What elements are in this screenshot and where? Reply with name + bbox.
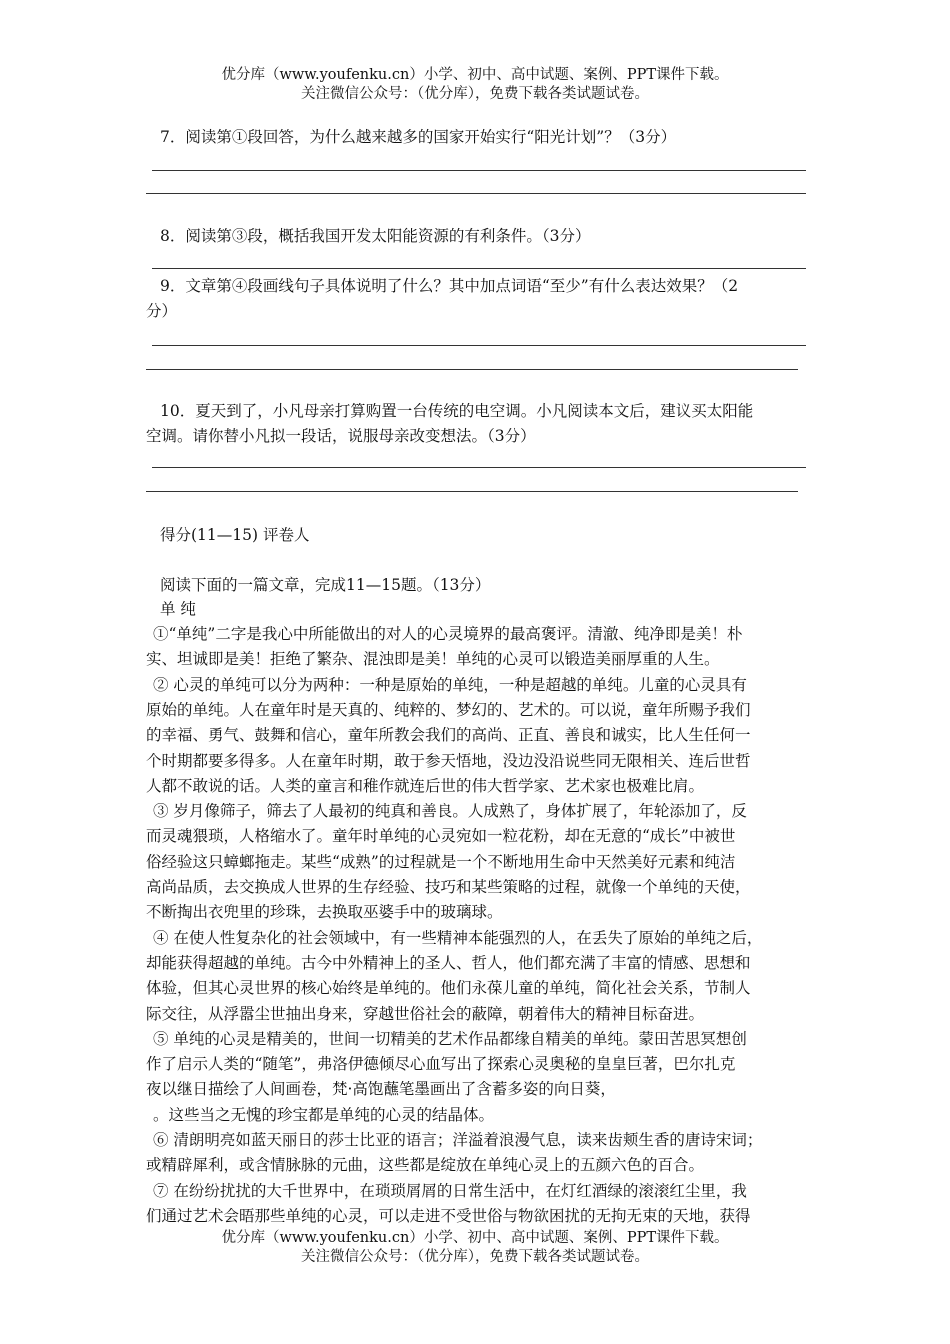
question-9: 9．文章第④段画线句子具体说明了什么？其中加点词语“至少”有什么表达效果？（2 (160, 277, 739, 295)
page-footer (0, 1229, 950, 1267)
answer-line (152, 345, 806, 346)
article-line: 夜以继日描绘了人间画卷，梵·高饱蘸笔墨画出了含蓄多姿的向日葵， (146, 1080, 616, 1099)
answer-line (152, 170, 806, 171)
article-line: 体验，但其心灵世界的核心始终是单纯的。他们永葆儿童的单纯，简化社会关系，节制人 (146, 979, 751, 998)
answer-line (146, 369, 798, 370)
answer-line (146, 193, 806, 194)
article-line: ② 心灵的单纯可以分为两种：一种是原始的单纯，一种是超越的单纯。儿童的心灵具有 (153, 675, 747, 694)
question-9-cont: 分） (146, 302, 178, 320)
article-line: 人都不敢说的话。人类的童言和稚作就连后世的伟大哲学家、艺术家也极难比肩。 (146, 776, 705, 795)
article-line: 。这些当之无愧的珍宝都是单纯的心灵的结晶体。 (153, 1105, 495, 1124)
article-line: ⑥ 清朗明亮如蓝天丽日的莎士比亚的语言；洋溢着浪漫气息，读来齿颊生香的唐诗宋词； (153, 1131, 763, 1149)
article-line: 们通过艺术会晤那些单纯的心灵，可以走进不受世俗与物欲困扰的无拘无束的天地，获得 (146, 1206, 751, 1225)
answer-line (152, 467, 806, 468)
article-line: 或精辟犀利，或含情脉脉的元曲，这些都是绽放在单纯心灵上的五颜六色的百合。 (146, 1156, 705, 1175)
article-line: 个时期都要多得多。人在童年时期，敢于参天悟地，没边没沿说些同无限相关、连后世哲 (146, 751, 751, 770)
article-line: ③ 岁月像筛子，筛去了人最初的纯真和善良。人成熟了，身体扩展了，年轮添加了，反 (153, 802, 747, 821)
footer-line-1: 优分库（www.youfenku.cn）小学、初中、高中试题、案例、PPT课件下载。 (221, 1230, 729, 1246)
article-line: ⑦ 在纷纷扰扰的大千世界中，在琐琐屑屑的日常生活中，在灯红酒绿的滚滚红尘里，我 (153, 1181, 747, 1200)
article-line: 却能获得超越的单纯。古今中外精神上的圣人、哲人，他们都充满了丰富的情感、思想和 (146, 953, 751, 972)
footer-line-2: 关注微信公众号：（优分库），免费下载各类试题试卷。 (301, 1249, 649, 1265)
reading-instruction: 阅读下面的一篇文章，完成11—15题。（13分） (160, 576, 491, 594)
question-10-cont: 空调。请你替小凡拟一段话，说服母亲改变想法。（3分） (146, 427, 536, 445)
article-line: ④ 在使人性复杂化的社会领域中，有一些精神本能强烈的人，在丢失了原始的单纯之后， (153, 928, 763, 947)
article-line: 实、坦诚即是美！拒绝了繁杂、混浊即是美！单纯的心灵可以锻造美丽厚重的人生。 (146, 650, 720, 669)
answer-line (146, 491, 798, 492)
article-line: 的幸福、勇气、鼓舞和信心，童年所教会我们的高尚、正直、善良和诚实，比人生任何一 (146, 726, 751, 745)
article-title: 单 纯 (160, 600, 196, 618)
article-line: 作了启示人类的“随笔”，弗洛伊德倾尽心血写出了探索心灵奥秘的皇皇巨著，巴尔扎克 (146, 1055, 736, 1074)
question-8: 8．阅读第③段，概括我国开发太阳能资源的有利条件。（3分） (160, 227, 591, 245)
article-line: 高尚品质，去交换成人世界的生存经验、技巧和某些策略的过程，就像一个单纯的天使， (146, 878, 751, 896)
question-10: 10．夏天到了，小凡母亲打算购置一台传统的电空调。小凡阅读本文后，建议买太阳能 (160, 402, 754, 420)
article-line: ⑤ 单纯的心灵是精美的，世间一切精美的艺术作品都缘自精美的单纯。蒙田苦思冥想创 (153, 1029, 747, 1048)
article-line: 俗经验这只蟑螂拖走。某些“成熟”的过程就是一个不断地用生命中天然美好元素和纯洁 (146, 852, 736, 871)
article-line: 而灵魂猥琐，人格缩水了。童年时单纯的心灵宛如一粒花粉，却在无意的“成长”中被世 (146, 827, 736, 846)
question-7: 7．阅读第①段回答，为什么越来越多的国家开始实行“阳光计划”？（3分） (160, 128, 677, 146)
article-line: 际交往，从浮嚣尘世抽出身来，穿越世俗社会的蔽障，朝着伟大的精神目标奋进。 (146, 1004, 705, 1023)
article-line: ①“单纯”二字是我心中所能做出的对人的心灵境界的最高褒评。清澈、纯净即是美！朴 (153, 625, 743, 643)
answer-line (152, 268, 806, 269)
article-line: 不断掏出衣兜里的珍珠，去换取巫婆手中的玻璃球。 (146, 903, 503, 922)
page-header (0, 66, 950, 104)
header-line-1: 优分库（www.youfenku.cn）小学、初中、高中试题、案例、PPT课件下载。 (221, 67, 729, 83)
header-line-2: 关注微信公众号：（优分库），免费下载各类试题试卷。 (301, 86, 649, 102)
article-line: 原始的单纯。人在童年时是天真的、纯粹的、梦幻的、艺术的。可以说，童年所赐予我们 (146, 700, 751, 719)
score-reviewer-label: 得分(11—15) 评卷人 (160, 526, 310, 544)
